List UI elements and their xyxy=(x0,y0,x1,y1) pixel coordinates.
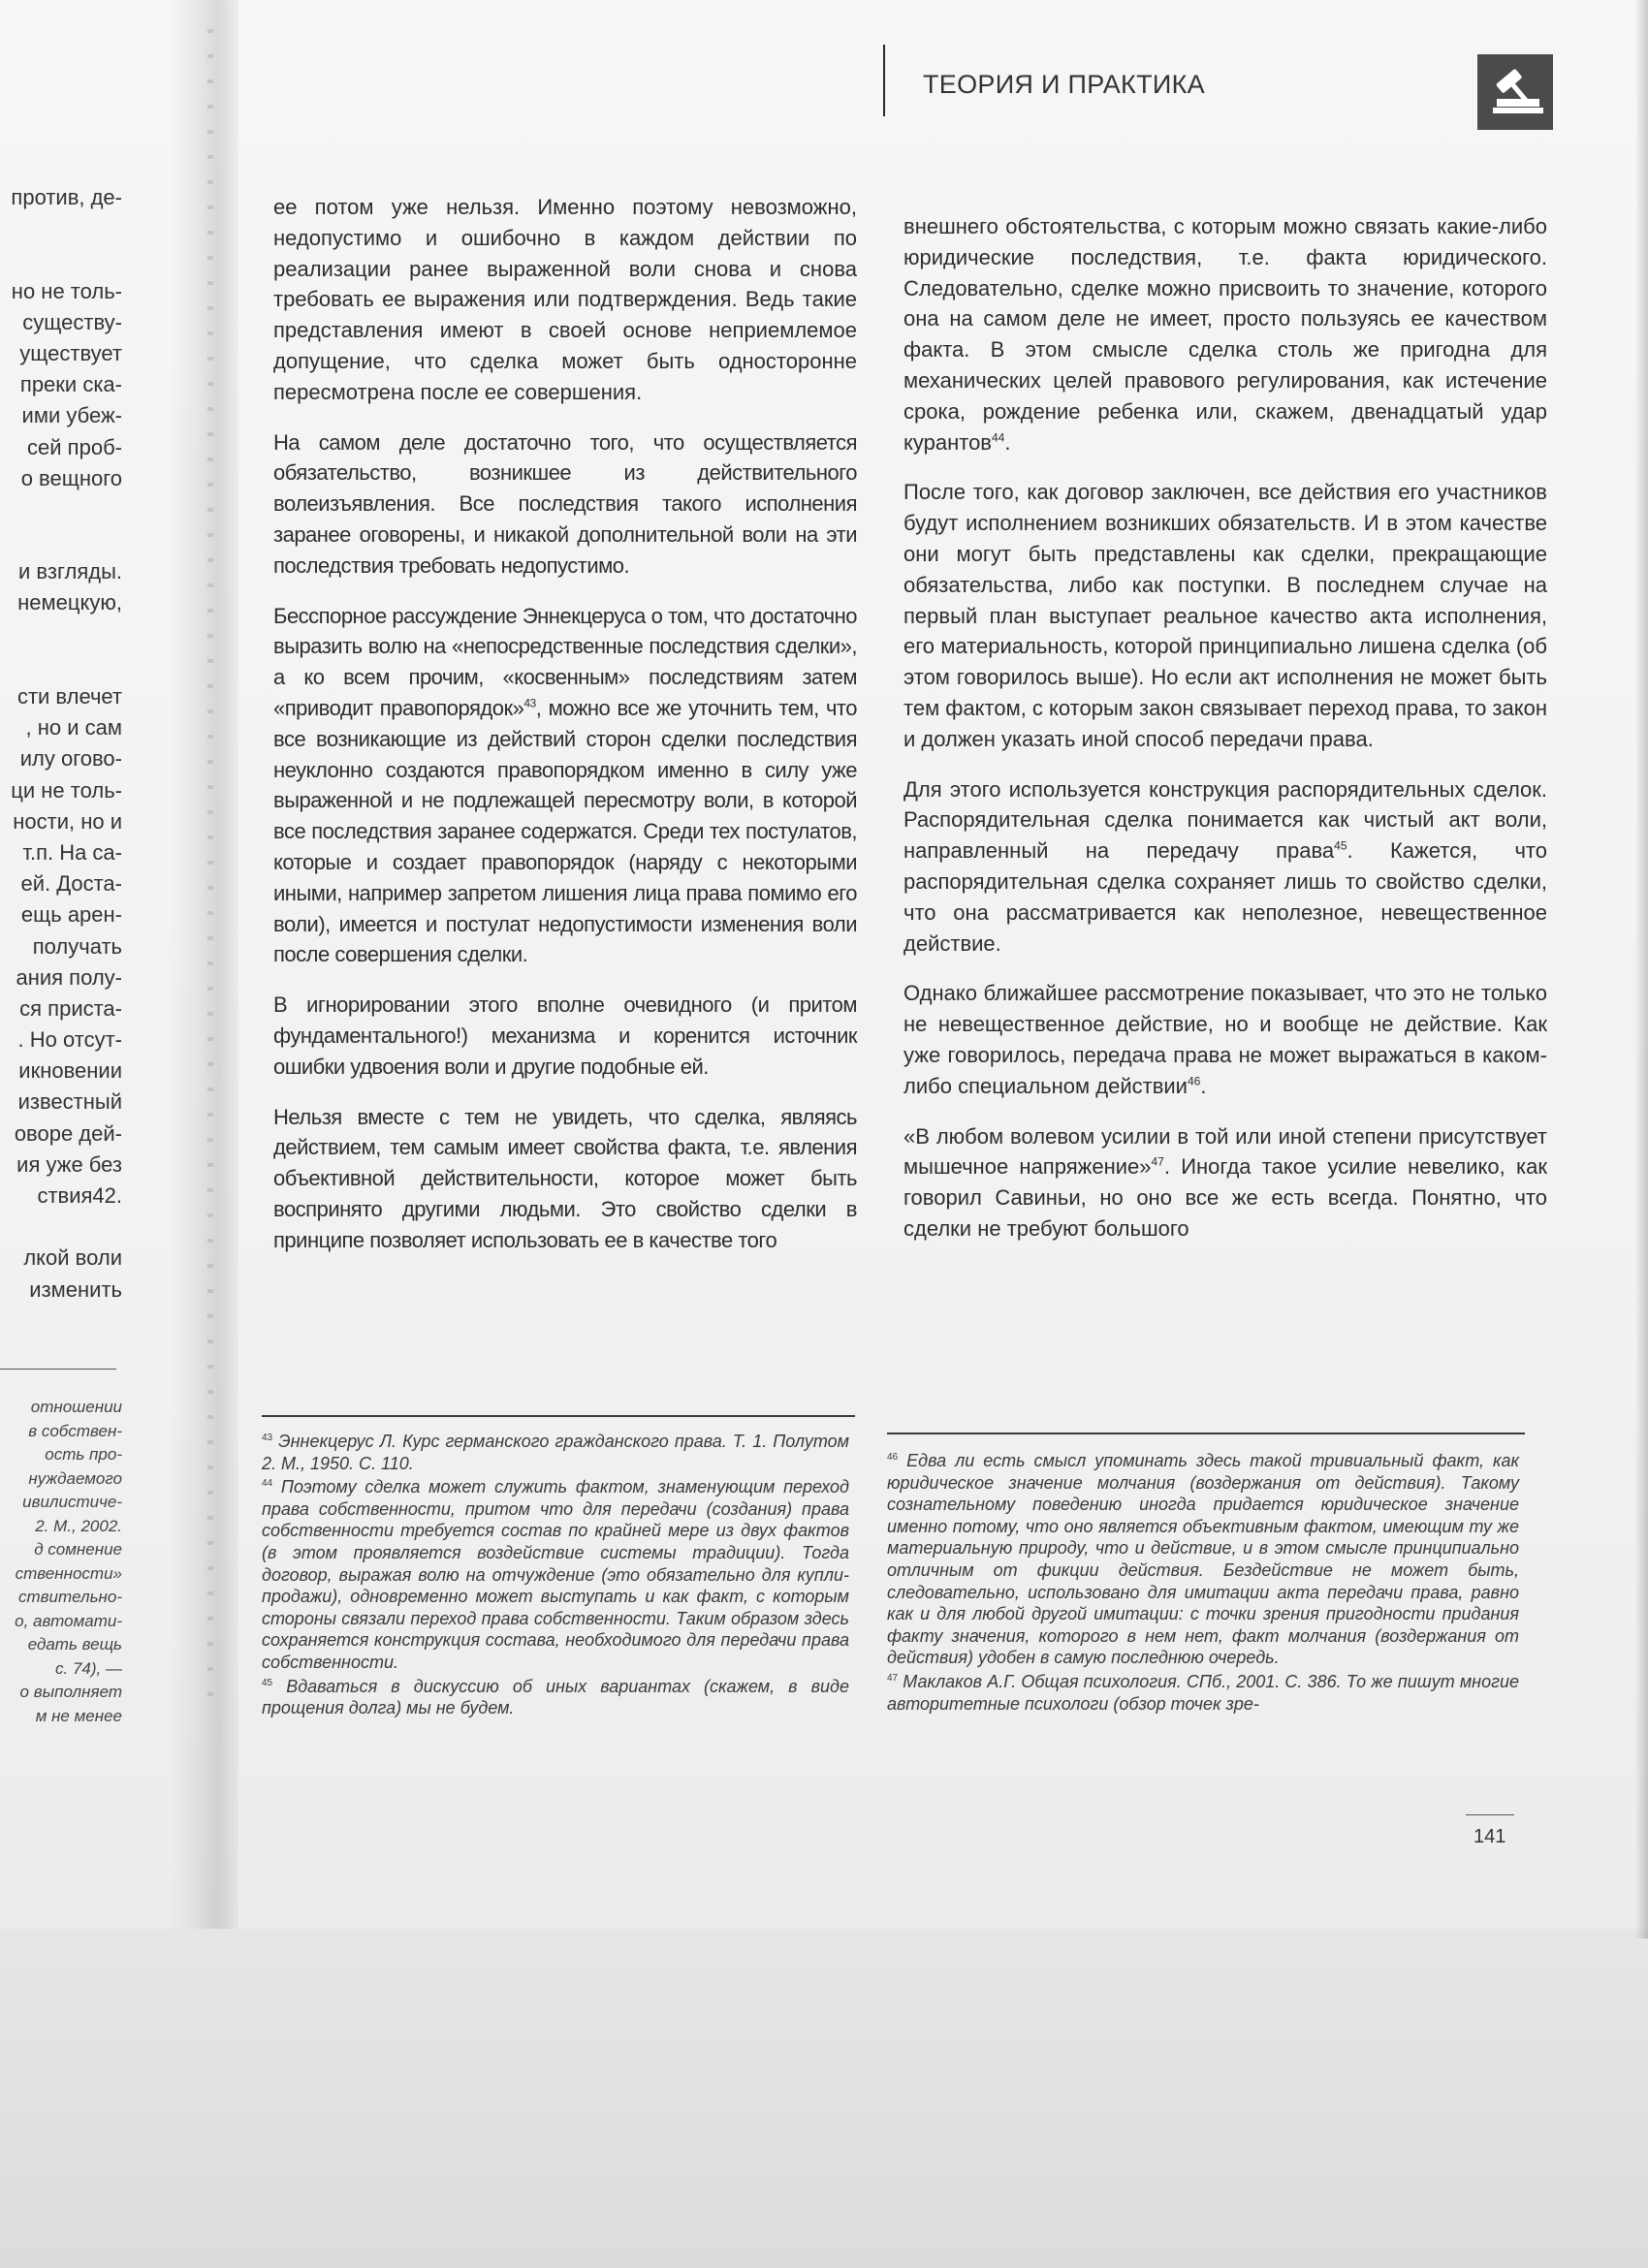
footnote-rule-right xyxy=(887,1433,1525,1434)
text-line: изменить xyxy=(29,1276,122,1302)
footnote: $^{45}$ Вдаваться в дискуссию об иных вариантах (скажем, в виде прощения долга) мы не будем. xyxy=(262,1676,849,1718)
text-line xyxy=(0,1212,122,1243)
text-line: отношении xyxy=(30,1398,122,1416)
footnote-ref: 46 xyxy=(1187,1074,1201,1088)
text-line xyxy=(0,213,122,244)
text-line: существу- xyxy=(22,309,122,334)
footnote-ref: 47 xyxy=(1151,1154,1164,1169)
text-line: ствительно- xyxy=(17,1588,122,1606)
left-page-fragment xyxy=(0,182,122,1306)
text-line: м не менее xyxy=(35,1706,122,1725)
text-line: преки ска- xyxy=(19,372,122,397)
page-number: 141 xyxy=(1474,1826,1506,1847)
text-line: ия уже без xyxy=(16,1151,122,1177)
text-line: ими убеж- xyxy=(21,403,122,428)
paragraph: Однако ближайшее рассмотрение показывает, что это не только не невещественное действие, но и вообще не действие. Как уже говорилось, передача права не может выражаться в каком-либо специальном действии$^{46}$. xyxy=(903,981,1547,1098)
text-column-left xyxy=(273,192,857,1276)
text-column-right xyxy=(903,211,1547,1264)
left-page-footnotes xyxy=(0,1396,122,1728)
text-line: д сомнение xyxy=(34,1540,122,1559)
text-line: лкой воли xyxy=(23,1245,122,1271)
text-line: ци не толь- xyxy=(11,777,122,803)
paragraph: Нельзя вместе с тем не увидеть, что сделка, являясь действием, тем самым имеет свойства факта, т.е. явления объективной действительности, которое может быть воспринято другими людьми. Это свойство сделки в принципе позволяет использовать ее в качестве того xyxy=(273,1104,857,1252)
gavel-icon xyxy=(1477,54,1553,130)
text-line xyxy=(0,525,122,556)
book-spine-shadow xyxy=(171,0,238,1929)
text-line: ся приста- xyxy=(19,995,122,1021)
text-line: , но и сам xyxy=(25,715,122,740)
text-line: уществует xyxy=(19,340,122,365)
text-line: ствия42. xyxy=(37,1183,122,1208)
footnote-ref: 44 xyxy=(992,430,1005,445)
page-number-rule xyxy=(1466,1814,1514,1815)
text-line: о вещного xyxy=(20,465,122,490)
text-line xyxy=(0,650,122,681)
text-line: получать xyxy=(32,933,122,959)
paragraph: ее потом уже нельзя. Именно поэтому невозможно, недопустимо и ошибочно в каждом действии по реализации ранее выраженной воли снова и снова требовать ее выражения или подтверждения. Ведь такие представления имеют в своей основе неприемлемое допущение, что сделка может быть односторонне пересмотрена после ее совершения. xyxy=(273,195,857,404)
footnote: $^{43}$ Эннекцерус Л. Курс германского гражданского права. Т. 1. Полутом 2. М., 1950. С. 110. xyxy=(262,1432,849,1473)
footnote: $^{46}$ Едва ли есть смысл упоминать здесь такой тривиальный факт, как юридическое значение молчания (воздержания от действия). Такому сознательному поведению иногда придается юридическое значение именно потому, что оно является объективным фактом, имеющим ту же материальную природу, что и действие, и в этом смысле принципиально отличным от фикции действия. Бездействие не может быть, следовательно, использовано для имитации акта передачи права, равно как и для любой другой имитации: с точки зрения пригодности придания факту значения, которого в нем нет, факт молчания (воздержания от действия) удобен в самую последнюю очередь. xyxy=(887,1451,1519,1668)
section-title: ТЕОРИЯ И ПРАКТИКА xyxy=(923,70,1205,99)
header-divider xyxy=(883,45,885,116)
text-line: ственности» xyxy=(15,1563,122,1583)
text-line: против, де- xyxy=(11,185,122,209)
text-line xyxy=(0,619,122,650)
paragraph: внешнего обстоятельства, с которым можно связать какие-либо юридические последствия, т.е. факта юридического. Следовательно, сделке можно присвоить то значение, которого она на самом деле не имеет, просто пользуясь ее качеством факта. В этом смысле сделка столь же пригодна для механических целей правового регулирования, как истечение срока, рождение ребенка или, скажем, двенадцатый удар курантов$^{44}$. xyxy=(903,214,1547,455)
text-line xyxy=(0,494,122,525)
text-line: о, автомати- xyxy=(15,1611,122,1630)
text-line: икновении xyxy=(18,1058,122,1084)
text-line: оворе дей- xyxy=(14,1120,122,1146)
paragraph: После того, как договор заключен, все действия его участников будут исполнением возникших обязательств. И в этом качестве они могут быть представлены как сделки, прекращающие обязательства, либо как поступки. В последнем случае на первый план выступает реальное качество акта исполнения, его материальность, которой принципиально лишена сделка (об этом говорилось выше). Но если акт исполнения не может быть тем фактом, с которым закон связывает переход права, то закон и должен указать иной способ передачи права. xyxy=(903,480,1547,751)
text-line: в собствен- xyxy=(28,1421,122,1440)
text-line: с. 74), — xyxy=(55,1658,122,1678)
footnote: $^{47}$ Маклаков А.Г. Общая психология. СПб., 2001. С. 386. То же пишут многие авторитетные психологи (обзор точек зре- xyxy=(887,1671,1519,1714)
text-line: сти влечет xyxy=(16,684,122,709)
text-line: нуждаемого xyxy=(28,1468,122,1488)
paragraph: Для этого используется конструкция распорядительных сделок. Распорядительная сделка понимается как чистый акт воли, направленный на передачу права$^{45}$. Кажется, что распорядительная сделка сохраняет лишь то свойство сделки, что она рассматривается как неполезное, невещественное действие. xyxy=(903,776,1547,956)
footnote-ref: 43 xyxy=(523,696,536,710)
text-line: илу огово- xyxy=(19,746,122,772)
scanner-bed-area xyxy=(0,1929,1648,2268)
text-line: но не толь- xyxy=(11,278,122,303)
text-line: т.п. На са- xyxy=(22,839,122,865)
text-line: известный xyxy=(17,1089,122,1115)
footnote-ref: 45 xyxy=(1334,838,1347,853)
text-line: ности, но и xyxy=(13,808,122,834)
text-line: и взгляды. xyxy=(18,559,122,584)
text-line: немецкую, xyxy=(17,590,122,615)
text-line: 2. М., 2002. xyxy=(35,1516,122,1535)
text-line: ещь арен- xyxy=(20,902,122,928)
footnotes-left xyxy=(262,1431,849,1721)
page-edge-shadow xyxy=(1636,0,1648,1938)
text-line: . Но отсут- xyxy=(17,1027,122,1053)
text-line: ей. Доста- xyxy=(20,871,122,897)
footnote-rule-left xyxy=(262,1415,855,1417)
text-line xyxy=(0,244,122,275)
text-line: ость про- xyxy=(45,1445,122,1464)
text-line: о выполняет xyxy=(19,1683,122,1701)
text-line: ивилистиче- xyxy=(22,1493,122,1511)
text-line: сей проб- xyxy=(27,434,122,459)
paragraph: На самом деле достаточно того, что осуществляется обязательство, возникшее из действительного волеизъявления. Все последствия такого исполнения заранее оговорены, и никакой дополнительной воли на эти последствия требовать недопустимо. xyxy=(273,429,857,578)
text-line: едать вещь xyxy=(27,1635,122,1654)
binding-perforation xyxy=(207,29,213,1716)
footnotes-right xyxy=(887,1450,1519,1717)
left-footnote-rule xyxy=(0,1369,116,1370)
text-line: ания полу- xyxy=(16,964,122,990)
paragraph: «В любом волевом усилии в той или иной степени присутствует мышечное напряжение»$^{47}$. Иногда такое усилие невелико, как говорил Савиньи, но оно все же есть всегда. Понятно, что сделки не требуют большого xyxy=(903,1123,1547,1241)
paragraph: В игнорировании этого вполне очевидного (и притом фундаментального!) механизма и коренится источник ошибки удвоения воли и другие подобные ей. xyxy=(273,992,857,1079)
paragraph: Бесспорное рассуждение Эннекцеруса о том, что достаточно выразить волю на «непосредственные последствия сделки», а ко всем прочим, «косвенным» последствиям затем «приводит правопорядок»$^{43}$, можно все же уточнить тем, что все возникающие из действий сторон сделки последствия неуклонно создаются правопорядком именно в силу уже выраженной и не подлежащей пересмотру воли, в которой все последствия заранее содержатся. Среди тех постулатов, которые и создает правопорядок (наряду с некоторыми иными, например запретом лишения лица права помимо его воли), имеется и постулат недопустимости изменения воли после совершения сделки. xyxy=(273,603,857,967)
footnote: $^{44}$ Поэтому сделка может служить фактом, знаменующим переход права собственности, притом что для передачи (создания) права собственности требуется состав по крайней мере из двух фактов (в этом проявляется воздействие системы традиции). Тогда договор, выражая волю на отчуждение (это обязательно для купли-продажи), одновременно может выступать и как факт, с которым стороны связали переход права собственности. Таким образом здесь сохраняется конструкция состава, необходимого для передачи права собственности. xyxy=(262,1477,849,1672)
